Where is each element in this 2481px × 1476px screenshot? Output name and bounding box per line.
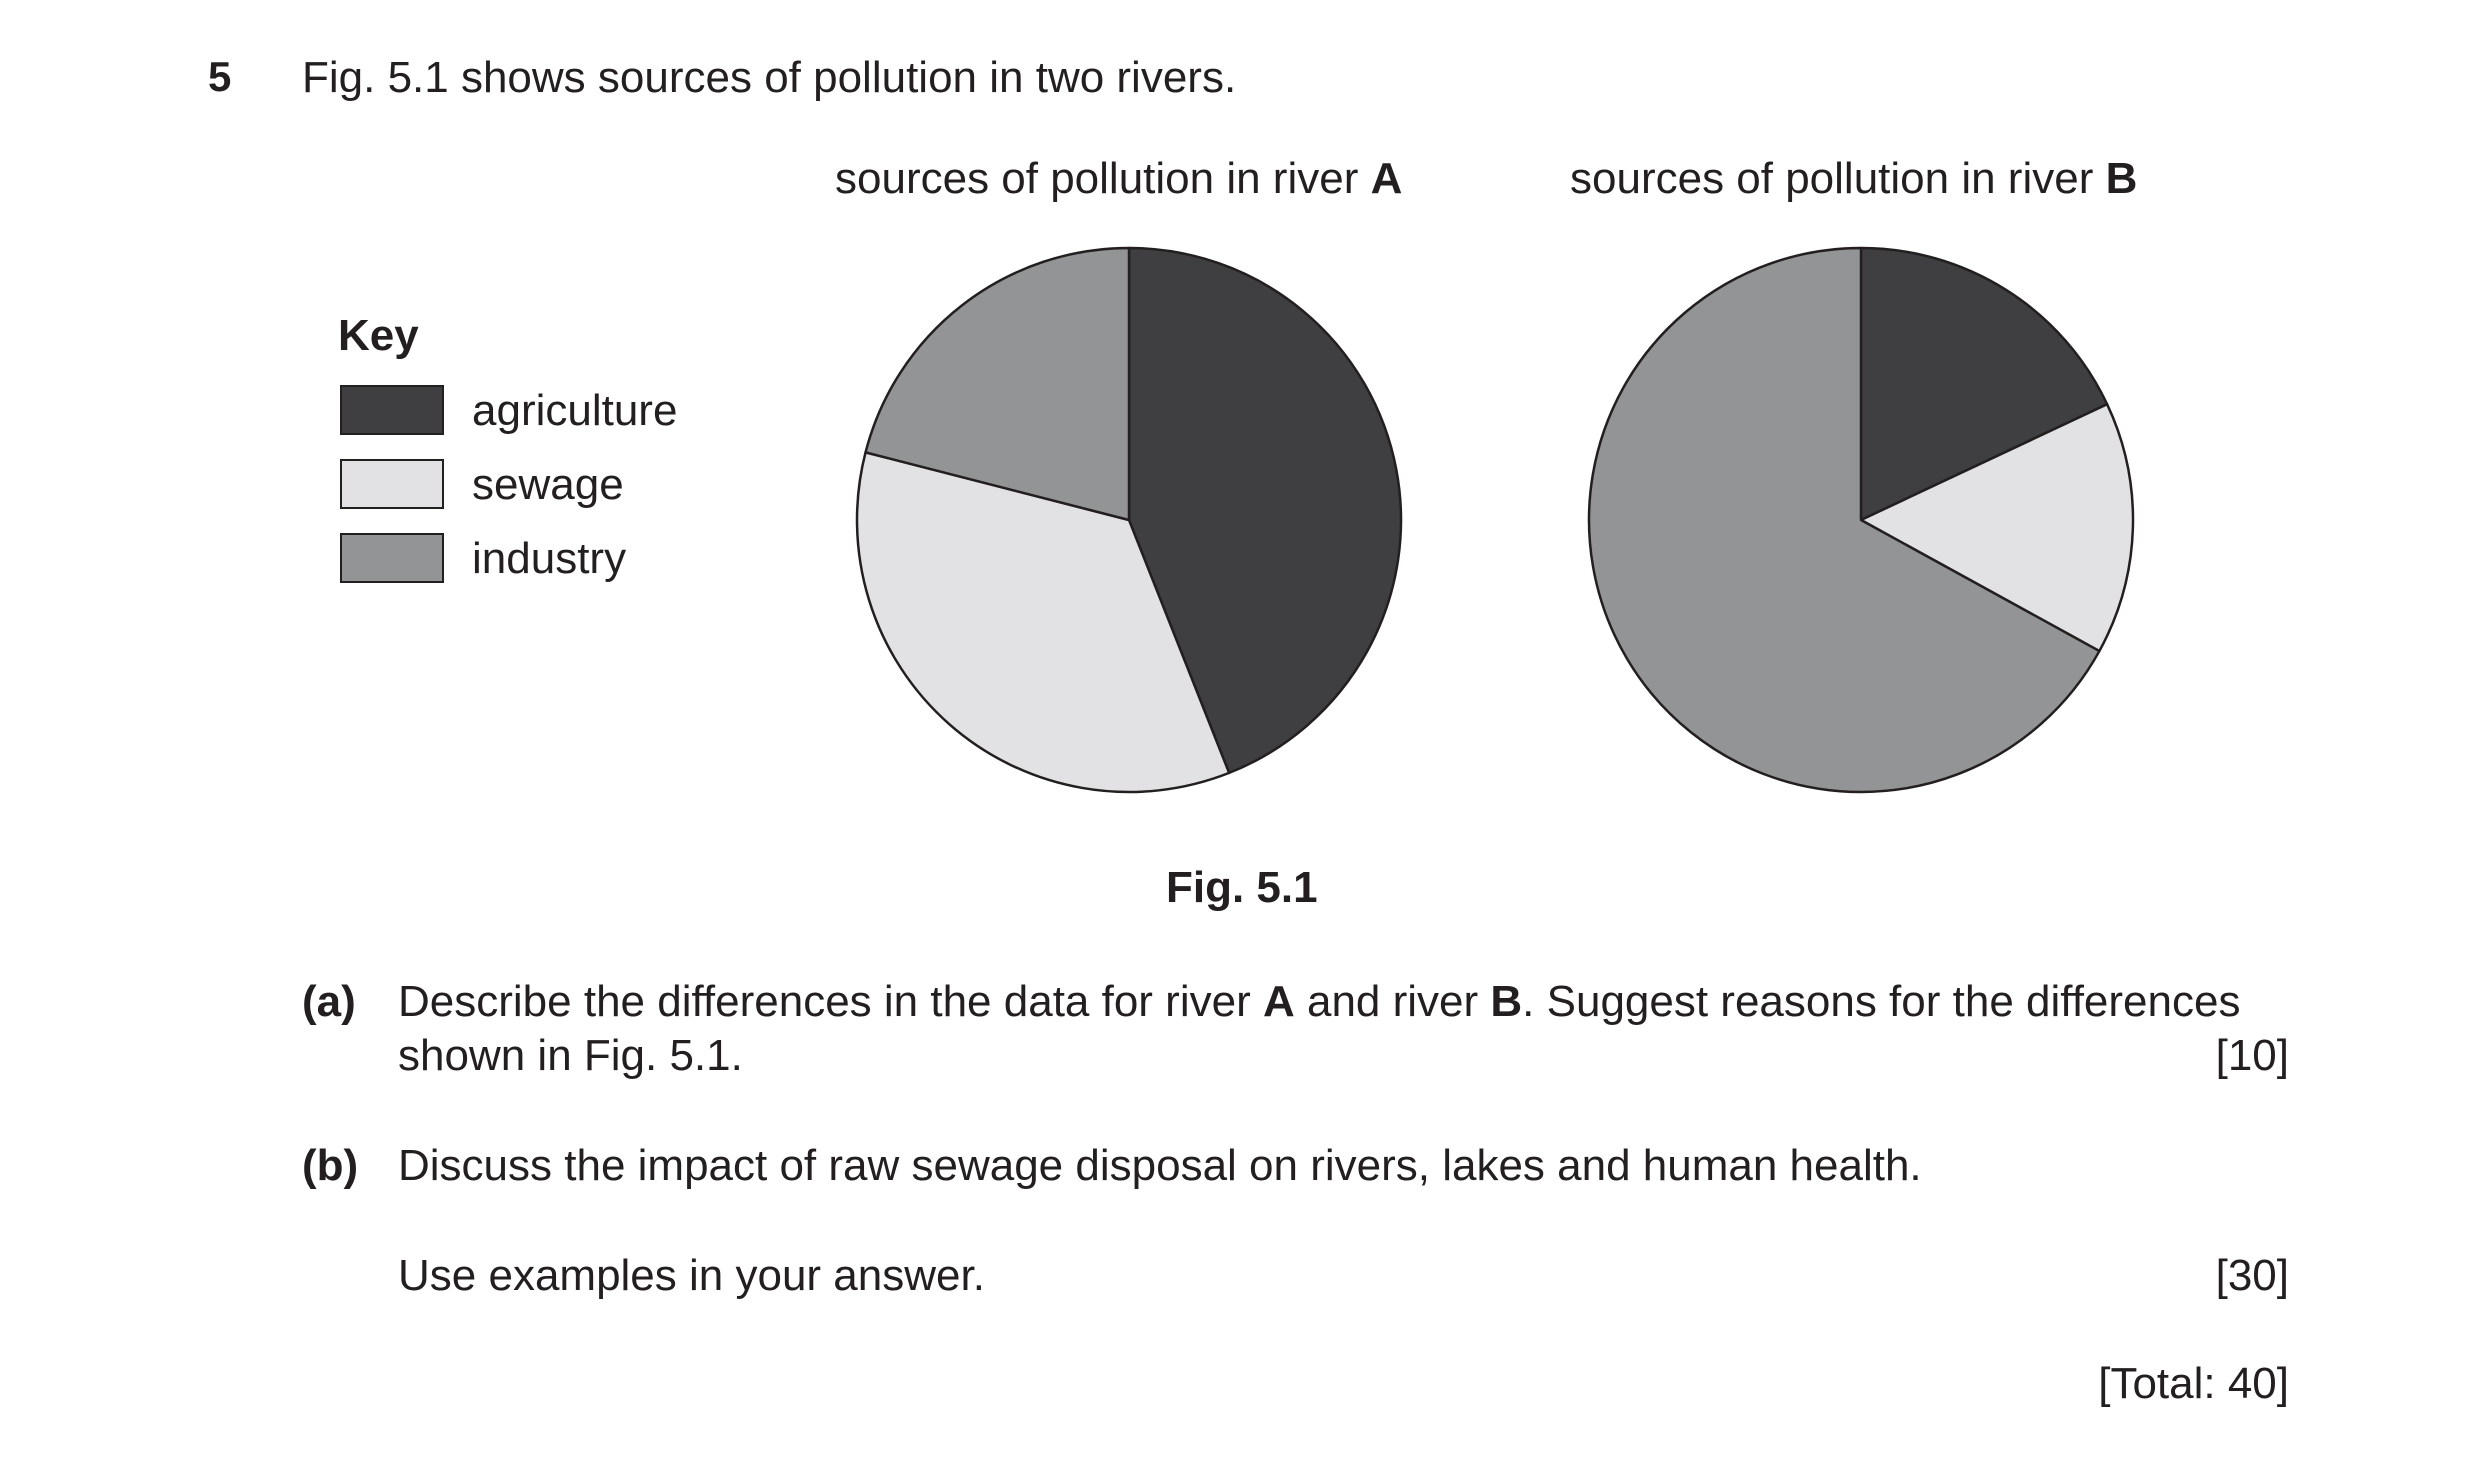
- part-a-text-3: . Suggest reasons for the differences: [1522, 977, 2241, 1026]
- part-a-line2: shown in Fig. 5.1.: [398, 1031, 743, 1080]
- pie-title-a-letter: A: [1370, 154, 1403, 203]
- question-number: 5: [208, 53, 232, 100]
- pie-title-b-prefix: sources of pollution in river: [1570, 154, 2106, 203]
- part-a-river-a: A: [1262, 977, 1295, 1026]
- key-label-industry: industry: [472, 534, 627, 583]
- key-label-agriculture: agriculture: [472, 386, 678, 435]
- part-b-marks: [30]: [2215, 1251, 2289, 1300]
- question-intro: Fig. 5.1 shows sources of pollution in two rivers.: [302, 53, 1237, 102]
- part-a-river-b: B: [1490, 977, 1523, 1026]
- part-a-text-2: and river: [1294, 977, 1491, 1026]
- part-b-line2: Use examples in your answer.: [398, 1251, 985, 1300]
- key-title: Key: [338, 311, 419, 360]
- part-a-text-1: Describe the differences in the data for river: [398, 977, 1263, 1026]
- pie-title-b-letter: B: [2105, 154, 2138, 203]
- key-label-sewage: sewage: [472, 460, 624, 509]
- part-b-label: (b): [302, 1141, 359, 1190]
- pie-title-a-prefix: sources of pollution in river: [835, 154, 1371, 203]
- part-a-line1: [398, 977, 2241, 1026]
- part-b-line1: Discuss the impact of raw sewage disposal on rivers, lakes and human health.: [398, 1141, 1922, 1190]
- part-a-label: (a): [302, 977, 356, 1026]
- total-marks: [Total: 40]: [2098, 1359, 2289, 1408]
- figure-caption: Fig. 5.1: [1166, 863, 1318, 912]
- part-a-marks: [10]: [2215, 1031, 2289, 1080]
